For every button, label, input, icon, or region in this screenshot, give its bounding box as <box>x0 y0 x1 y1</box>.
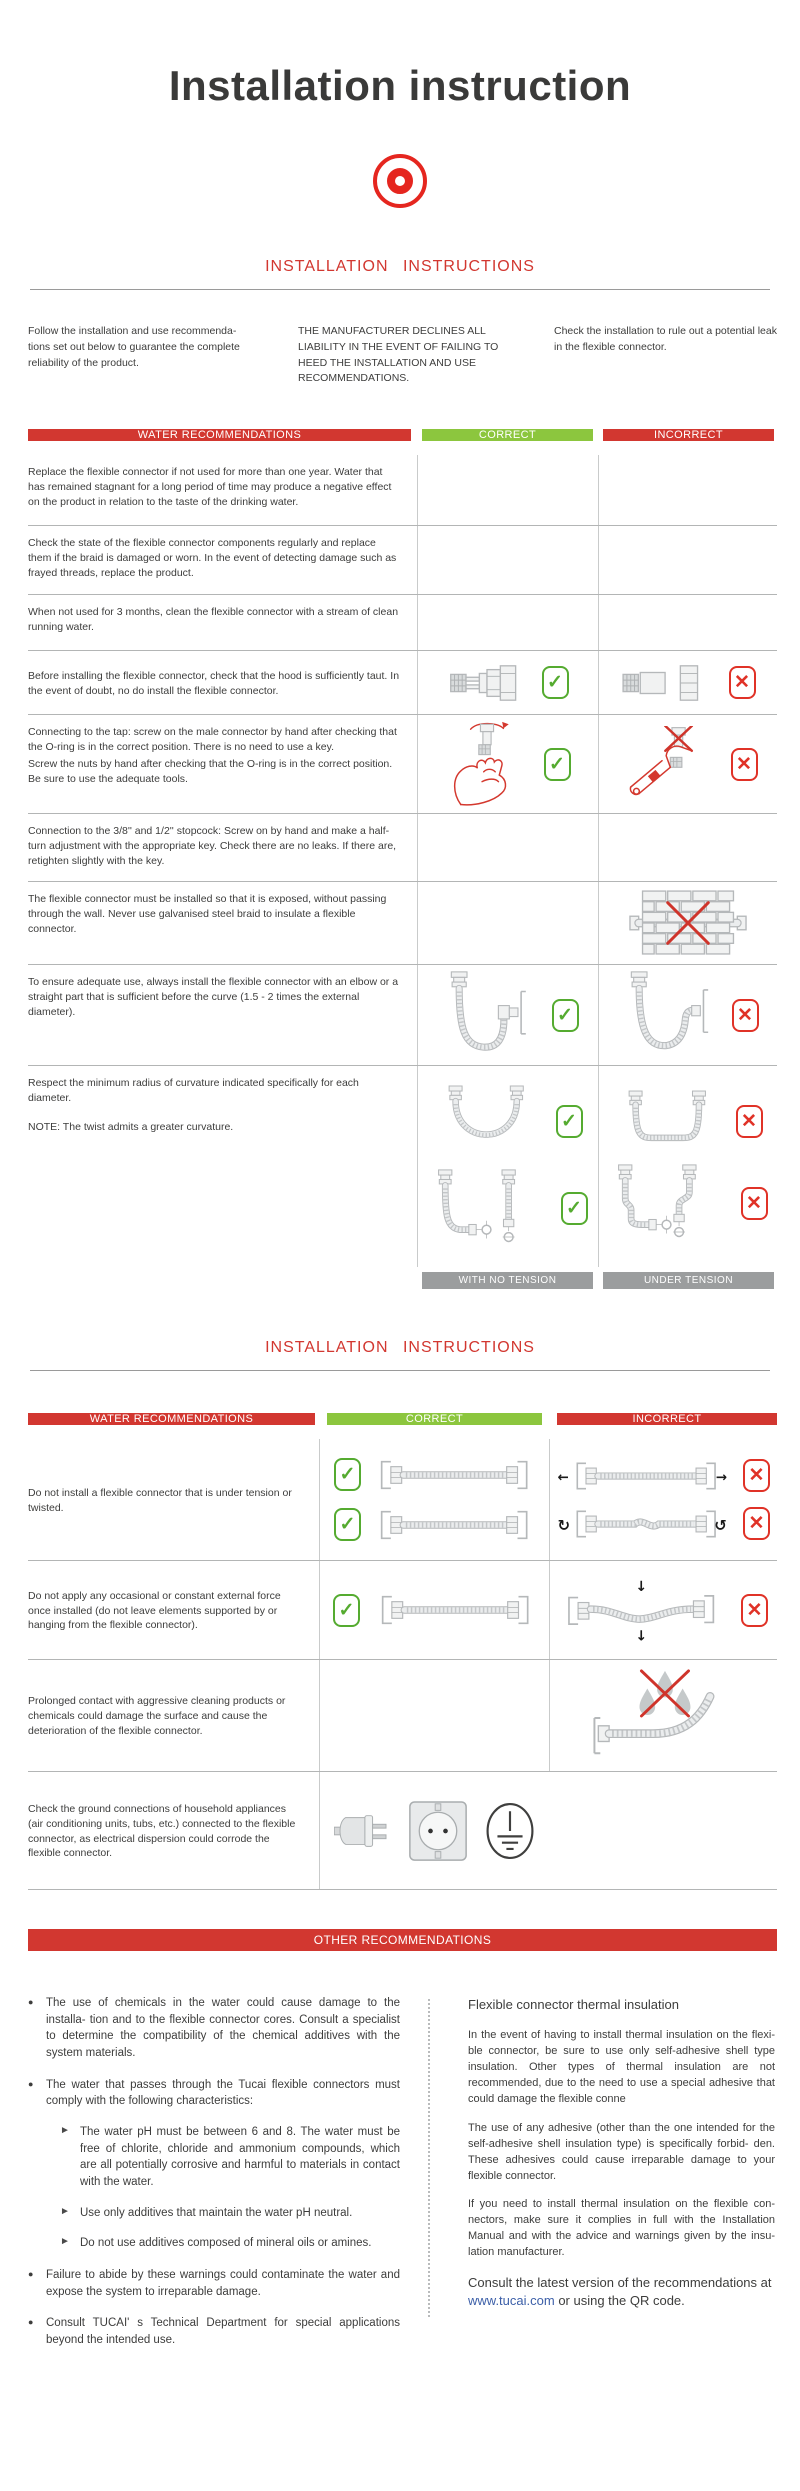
thermal-insulation-heading: Flexible connector thermal insulation <box>468 1997 679 2012</box>
bullet-icon: ● <box>28 1997 34 2007</box>
incorrect-cell <box>549 1561 777 1659</box>
recommendations-table-2 <box>28 1413 777 1890</box>
correct-cell <box>417 595 598 650</box>
check-icon: ✓ <box>544 748 571 781</box>
list-item: ► Use only additives that maintain the water pH neutral. <box>60 2205 353 2219</box>
hose-twisted-illustration <box>557 1505 729 1543</box>
section2-heading: INSTALLATION INSTRUCTIONS <box>265 1339 535 1356</box>
table-row <box>28 651 777 715</box>
chemical-drops-illustration <box>589 1667 739 1765</box>
list-item: ● The use of chemicals in the water could cause damage to the installa- tion and to the flexible connector cores. Consult a specialist to determine the compatibility of the chemical additives with the system materials. <box>28 1997 400 2060</box>
recommendation-text: Check the state of the flexible connector components regularly and replace them if the braid is damaged or worn. In the event of detecting damage such as frayed threads, replace the product. <box>28 537 397 579</box>
hose-straight-illustration <box>375 1455 535 1495</box>
check-icon: ✓ <box>556 1105 583 1138</box>
header-incorrect: INCORRECT <box>557 1413 777 1425</box>
incorrect-cell <box>549 1439 777 1560</box>
intro-paragraph-1: Follow the installation and use recommenda- tions set out below to guarantee the complete reliability of the product. <box>28 325 240 369</box>
curve-radius-bad-illustration <box>614 1090 722 1154</box>
recommendation-text: Prolonged contact with aggressive cleaning products or chemicals could damage the surface and cause the deterioration of the flexible connector. <box>28 1695 286 1737</box>
header-water-recommendations: WATER RECOMMENDATIONS <box>28 1413 315 1425</box>
incorrect-cell <box>598 814 777 881</box>
intro-paragraph-3: Check the installation to rule out a potential leak in the flexible connector. <box>554 325 777 353</box>
check-icon: ✓ <box>561 1192 588 1225</box>
curve-radius-ok-illustration <box>434 1085 542 1159</box>
paragraph: If you need to install thermal insulation on the flexible con- nectors, make sure it complies in full with the Installation Manual and with the advice and warnings given by the insu- lation manufacturer. <box>468 2198 775 2259</box>
tucai-website-link[interactable]: www.tucai.com <box>468 2293 555 2309</box>
recommendation-text: Replace the flexible connector if not used for more than one year. Water that has remained stagnant for a long period of time may produce a negative effect on the product in relation to the taste of the drinking water. <box>28 466 392 508</box>
hose-tension-illustration <box>557 1457 729 1495</box>
cross-icon: ✕ <box>731 748 758 781</box>
correct-cell <box>417 455 598 525</box>
correct-cell <box>319 1660 549 1771</box>
heading-rule <box>30 1370 770 1371</box>
list-item: ► The water pH must be between 6 and 8. The water must be free of chlorite, chloride and ammonium compounds, which are all potentially corrosive and harmful to materials in contact with the water. <box>60 2125 400 2189</box>
label-with-no-tension: WITH NO TENSION <box>422 1272 593 1289</box>
twist-curve-ok-illustration <box>429 1169 547 1249</box>
closing-paragraph: Consult the latest version of the recommendations at www.tucai.com or using the QR code. <box>468 2275 772 2309</box>
correct-cell <box>319 1439 549 1560</box>
table-row <box>28 1066 777 1267</box>
cross-icon: ✕ <box>732 999 759 1032</box>
recommendation-text: To ensure adequate use, always install the flexible connector with an elbow or a straight part that is sufficient before the curve (1.5 - 2 times the external diameter). <box>28 976 399 1018</box>
header-correct: CORRECT <box>327 1413 542 1425</box>
twist-curve-bad-illustration <box>609 1164 727 1244</box>
table-row <box>28 1660 777 1772</box>
recommendation-text: Before installing the flexible connector, check that the hood is sufficiently taut. In the event of doubt, no do install the flexible connector. <box>28 669 400 697</box>
table-row <box>28 715 777 814</box>
cross-icon: ✕ <box>741 1594 768 1627</box>
arrow-bullet-icon: ► <box>60 2236 70 2248</box>
list-item: ● Failure to abide by these warnings could contaminate the water and expose the system to irreparable damage. <box>28 2269 400 2298</box>
other-recommendations-section <box>28 1995 775 2364</box>
table-row <box>28 1439 777 1561</box>
correct-cell <box>417 526 598 594</box>
arrow-bullet-icon: ► <box>60 2205 70 2217</box>
correct-cell <box>417 1066 598 1267</box>
water-characteristics-sublist <box>60 2124 400 2252</box>
correct-cell <box>417 965 598 1065</box>
correct-cell <box>417 814 598 881</box>
wall-crossing-illustration <box>629 889 747 957</box>
list-item: ● Consult TUCAI' s Technical Department for special applications beyond the intended use. <box>28 2317 400 2347</box>
table2-header <box>28 1413 777 1439</box>
table-row <box>28 1772 777 1890</box>
cross-icon: ✕ <box>743 1459 770 1492</box>
label-under-tension: UNDER TENSION <box>603 1272 774 1289</box>
intro-paragraph-2: THE MANUFACTURER DECLINES ALL LIABILITY IN THE EVENT OF FAILING TO HEED THE INSTALLATION AND USE RECOMMENDATIONS. <box>298 325 499 385</box>
incorrect-cell <box>598 882 777 964</box>
table1-header <box>28 429 777 455</box>
recommendation-text: The flexible connector must be installed so that it is exposed, without passing through the wall. Never use galvanised steel braid to insulate a flexible connector. <box>28 893 387 935</box>
bullet-icon: ● <box>28 2078 34 2089</box>
recommendation-text: When not used for 3 months, clean the flexible connector with a stream of clean running water. <box>28 606 399 633</box>
table1-footer <box>28 1272 777 1289</box>
header-water-recommendations: WATER RECOMMENDATIONS <box>28 429 411 441</box>
check-icon: ✓ <box>334 1508 361 1541</box>
power-plug-illustration <box>334 1808 392 1854</box>
table-row <box>28 882 777 965</box>
brand-logo-inner-ring <box>387 168 413 194</box>
correct-cell <box>417 882 598 964</box>
table-row <box>28 455 777 526</box>
incorrect-cell <box>549 1772 777 1889</box>
ground-symbol-illustration <box>484 1800 536 1862</box>
recommendation-text: Check the ground connections of household appliances (air conditioning units, tubs, etc.) connected to the flexible connector, as electrical dispersion could corrode the flexible connector. <box>28 1802 296 1860</box>
incorrect-cell <box>598 1066 777 1267</box>
hose-no-elbow-illustration <box>618 971 716 1059</box>
paragraph: The use of any adhesive (other than the one intended for the self-adhesive shell insulation type) is specifically forbid- den. These adhesives could cause irreparable damage to your flexible connector. <box>468 2121 775 2182</box>
recommendations-bullet-list <box>28 1995 400 2364</box>
hose-straight-illustration <box>375 1505 535 1545</box>
table-row <box>28 1561 777 1660</box>
incorrect-cell <box>598 651 777 714</box>
table-row <box>28 595 777 651</box>
hose-elbow-illustration <box>438 971 536 1059</box>
list-item: ► Do not use additives composed of mineral oils or amines. <box>60 2236 372 2250</box>
recommendation-text: Respect the minimum radius of curvature indicated specifically for each diameter. NOTE: The twist admits a greater curvature. <box>28 1077 359 1133</box>
hand-tightening-illustration <box>446 721 528 807</box>
correct-cell <box>417 715 598 813</box>
list-item: ● The water that passes through the Tucai flexible connectors must comply with the following characteristics: ► The water pH must be between 6 and 8. The water must be free of chlorite, chloride and ammonium compounds, which are all potentially corrosive and harmful to materials in contact with the water. ► Use only additives that maintain the water pH neutral. ► Do not use additives composed of mineral oils or amines. <box>28 2077 400 2252</box>
check-icon: ✓ <box>333 1594 360 1627</box>
incorrect-cell <box>598 455 777 525</box>
recommendation-text: Connection to the 3/8'' and 1/2'' stopcock: Screw on by hand and make a half-turn adjustment with the appropriate key. Check there are no leaks. If there are, retighten slightly with the key. <box>28 825 397 867</box>
other-recommendations-banner: OTHER RECOMMENDATIONS <box>28 1929 777 1951</box>
arrow-bullet-icon: ► <box>60 2125 70 2137</box>
thermal-insulation-column <box>400 1995 775 2364</box>
connector-loose-illustration <box>621 662 713 704</box>
incorrect-cell <box>598 595 777 650</box>
bullet-icon: ● <box>28 2317 34 2328</box>
cross-icon: ✕ <box>729 666 756 699</box>
brand-logo-icon <box>373 154 427 208</box>
check-icon: ✓ <box>542 666 569 699</box>
recommendation-text: Connecting to the tap: screw on the male connector by hand after checking that the O-ring is in the correct position. There is no need to use a key. Screw the nuts by hand after checking that the O-ring is in the correct position. Be sure to use the adequate tools. <box>28 726 397 785</box>
cross-icon: ✕ <box>743 1507 770 1540</box>
hose-straight-illustration <box>376 1590 536 1630</box>
table-row <box>28 526 777 595</box>
correct-cell <box>319 1561 549 1659</box>
recommendation-text: Do not install a flexible connector that is under tension or twisted. <box>28 1486 292 1514</box>
incorrect-cell <box>598 526 777 594</box>
check-icon: ✓ <box>552 999 579 1032</box>
incorrect-cell <box>598 715 777 813</box>
incorrect-cell <box>598 965 777 1065</box>
correct-cell <box>319 1772 549 1889</box>
recommendations-table-1 <box>28 429 777 1289</box>
wrench-forbidden-illustration <box>619 726 715 802</box>
intro-paragraphs <box>28 324 777 387</box>
check-icon: ✓ <box>334 1458 361 1491</box>
cross-icon: ✕ <box>736 1105 763 1138</box>
connector-assembled-illustration <box>448 662 526 704</box>
table-row <box>28 814 777 882</box>
page-title: Installation instruction <box>168 62 632 109</box>
incorrect-cell <box>549 1660 777 1771</box>
paragraph: In the event of having to install thermal insulation on the flexi- ble connector, be sure to use only self-adhesive shell type insulation. Other types of thermal insulation are not recommended, due to the need to use a special adhesive that could damage the flexible conne <box>468 2029 775 2105</box>
dotted-divider <box>428 1999 430 2317</box>
header-correct: CORRECT <box>422 429 593 441</box>
section1-heading: INSTALLATION INSTRUCTIONS <box>265 258 535 275</box>
bullet-icon: ● <box>28 2269 34 2280</box>
wall-socket-illustration <box>408 1800 468 1862</box>
table-row <box>28 965 777 1066</box>
recommendation-text: Do not apply any occasional or constant external force once installed (do not leave elements supported by or hanging from the flexible connector). <box>28 1589 281 1632</box>
heading-rule <box>30 289 770 290</box>
header-incorrect: INCORRECT <box>603 429 774 441</box>
correct-cell <box>417 651 598 714</box>
hose-external-force-illustration <box>559 1577 725 1643</box>
cross-icon: ✕ <box>741 1187 768 1220</box>
